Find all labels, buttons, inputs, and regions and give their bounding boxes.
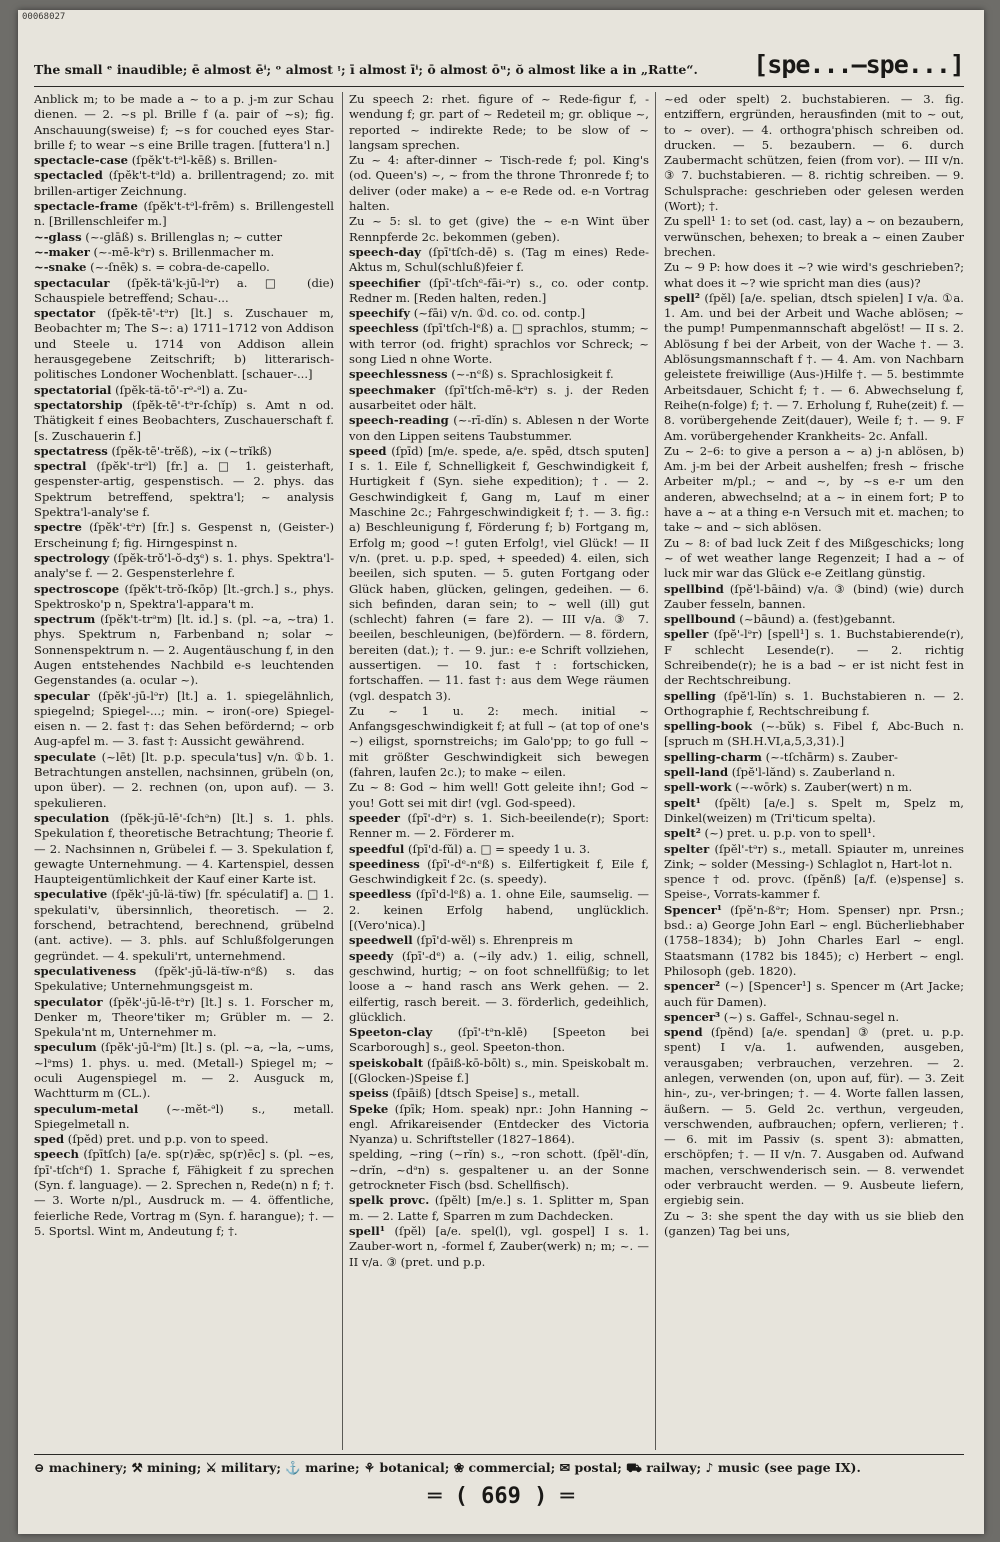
entry-headword: spelk provc.	[349, 1193, 430, 1208]
dictionary-entry: Zu ~ 9 P: how does it ~? wie wird's geschrieben?; what does it ~? wie spricht man dies (aus)?	[664, 260, 964, 290]
entry-headword: speech-day	[349, 244, 422, 259]
entry-headword: speechless	[349, 321, 419, 336]
dictionary-entry: spectacled (ſpĕk't-tᵊld) a. brillentragend; zo. mit brillen-artiger Zeichnung.	[34, 168, 334, 198]
dictionary-entry: spelt¹ (ſpĕlt) [a/e.] s. Spelt m, Spelz m, Dinkel(weizen) m (Tri'ticum spelta).	[664, 795, 964, 825]
entry-headword: ~-glass	[34, 229, 82, 244]
dictionary-entry: spend (ſpĕnd) [a/e. spendan] ③ (pret. u. p.p. spent) I v/a. 1. aufwenden, ausgeben, verausgaben; verbrauchen, verzehren. — 2. anlegen, verwenden (on, upon auf, für). — 3. Zeit hin-, zu-, ver-bringen; †. — 4. Worte fallen lassen, äußern. — 5. Geld 2c. verthun, vergeuden, verschwenden, aufbrauchen; opfern, verlieren; †. — 6. mit im Passiv (s. spent 3): abmatten, erschöpfen; †. — II v/n. 7. Ausgaben od. Aufwand machen, verschwenderisch sein. — 8. verwendet oder verbraucht werden. — 9. Ausbeute liefern, ergiebig sein.	[664, 1025, 964, 1208]
entry-headword: speedful	[349, 841, 405, 856]
entry-headword: speiss	[349, 1086, 389, 1101]
dictionary-entry: Spencer¹ (ſpĕ'n-ßᵊr; Hom. Spenser) npr. Prsn.; bsd.: a) George John Earl ~ engl. Bücherliebhaber (1758–1834); b) John Charles Earl ~ engl. Staatsmann (1782 bis 1845); c) Herbert ~ engl. Philosoph (geb. 1820).	[664, 902, 964, 978]
dictionary-entry: spell-land (ſpĕ'l-lănd) s. Zauberland n.	[664, 765, 896, 780]
entry-headword: spectacular	[34, 275, 110, 290]
dictionary-entry: speechless (ſpī'tſch-lᵉß) a. □ sprachlos, stumm; ~ with terror (od. fright) sprachlos vor Schreck; ~ song Lied n ohne Worte.	[349, 321, 649, 367]
dictionary-entry: spell-work (~-wōrk) s. Zauber(wert) n m.	[664, 780, 913, 795]
dictionary-entry: Zu ~ 3: she spent the day with us sie blieb den (ganzen) Tag bei uns,	[664, 1208, 964, 1238]
dictionary-entry: spencer² (~) [Spencer¹] s. Spencer m (Art Jacke; auch für Damen).	[664, 979, 964, 1009]
dictionary-entry: spectral (ſpĕk'-trᵊl) [fr.] a. □ 1. geisterhaft, gespenster-artig, gespenstisch. — 2. phys. das Spektrum betreffend, spektra'l; ~ analysis Spektra'l-analy'se f.	[34, 459, 334, 520]
entry-headword: spellbind	[664, 581, 724, 596]
dictionary-entry: ~-glass (~-glāß) s. Brillenglas n; ~ cutter	[34, 229, 283, 244]
dictionary-entry: spence † od. provc. (ſpĕnß) [a/f. (e)spense] s. Speise-, Vorrats-kammer f.	[664, 872, 964, 902]
dictionary-entry: spell² (ſpĕl) [a/e. spelian, dtsch spielen] I v/a. ①a. 1. Am. und bei der Arbeit und Wache ablösen; ~ the pump! Pumpenmannschaft abgelöst! — II s. 2. Ablösung f bei der Arbeit, von der Wache †. — 3. Ablösungsmannschaft f †. — 4. Am. von Nachbarn geleistete freiwillige (Aus-)Hilfe †. — 5. bestimmte Arbeitsdauer, Schicht f; †. — 6. Abwechselung f, Reihe(n-folge) f; †. — 7. Erholung f, Ruhe(zeit) f. — 8. vorübergehende Zeit(dauer), Weile f; †. — 9. F Am. vorübergehender Krankheits- 2c. Anfall.	[664, 290, 964, 443]
entry-headword: speed	[349, 443, 387, 458]
dictionary-entry: speculativeness (ſpĕk'-jū-lä-tĭw-nᵉß) s. das Spekulative; Unternehmungsgeist m.	[34, 963, 334, 994]
dictionary-entry: Zu ~ 8: of bad luck Zeit f des Mißgeschicks; long ~ of wet weather lange Regenzeit; I had a ~ of luck mir war das Glück e-e Zeitlang günstig.	[664, 535, 964, 581]
entry-headword: spectatorial	[34, 382, 112, 397]
dictionary-entry: spectrology (ſpĕk-trŏ'l-ŏ-dʒᵉ) s. 1. phys. Spektra'l-analy'se f. — 2. Gespensterlehre f.	[34, 550, 334, 581]
entry-headword: spelling-charm	[664, 749, 762, 764]
entry-headword: speedy	[349, 948, 394, 963]
entry-headword: speechmaker	[349, 382, 436, 397]
entry-headword: speiskobalt	[349, 1055, 424, 1070]
page-range-heading: [spe...—spe...]	[753, 50, 964, 79]
entry-headword: speech	[34, 1147, 79, 1162]
entry-headword: spelt¹	[664, 795, 701, 810]
dictionary-entry: Zu ~ 4: after-dinner ~ Tisch-rede f; pol. King's (od. Queen's) ~, ~ from the throne Thronrede f; to deliver (oder make) a ~ e-e Rede od. e-n Vortrag halten.	[349, 153, 649, 214]
entry-headword: speechlessness	[349, 367, 448, 382]
entry-headword: ~-snake	[34, 260, 87, 275]
dictionary-entry: spelt² (~) pret. u. p.p. von to spell¹.	[664, 826, 876, 841]
entry-headword: speculativeness	[34, 963, 137, 978]
scan-id: 00068027	[22, 12, 66, 22]
dictionary-entry: spectrum (ſpĕk't-trᵊm) [lt. id.] s. (pl. ~a, ~tra) 1. phys. Spektrum n, Farbenband n; solar ~ Sonnenspektrum n. — 2. Augentäuschung f, in den Augen entstehendes Nachbild e-s leuchtenden Gegenstandes (a. ocular ~).	[34, 612, 334, 688]
pronunciation-key: The small ᵉ inaudible; ē almost ēⁱ; ᵒ almost ᵎ; ī almost īⁱ; ō almost ōᵘ; ŏ almost like a in „Ratte“.	[34, 62, 698, 77]
entry-headword: speculate	[34, 749, 97, 764]
dictionary-entry: speedful (ſpī'd-fŭl) a. □ = speedy 1 u. 3.	[349, 841, 591, 856]
dictionary-page	[18, 10, 984, 1534]
dictionary-entry: spell¹ (ſpĕl) [a/e. spel(l), vgl. gospel] I s. 1. Zauber-wort n, -formel f, Zauber(werk) n; m; ~. — II v/a. ③ (pret. und p.p.	[349, 1223, 649, 1269]
dictionary-entry: speeder (ſpī'-dᵊr) s. 1. Sich-beeilende(r); Sport: Renner m. — 2. Förderer m.	[349, 810, 649, 841]
entry-headword: spelling-book	[664, 719, 753, 734]
entry-headword: speechify	[349, 306, 411, 321]
dictionary-entry: spelling-book (~-bŭk) s. Fibel f, Abc-Buch n. [spruch m (SH.H.VI,a,5,3,31).]	[664, 719, 964, 749]
dictionary-entry: Zu spell¹ 1: to set (od. cast, lay) a ~ on bezaubern, verwünschen, behexen; to break a ~ einen Zauber brechen.	[664, 214, 964, 259]
entry-headword: speculation	[34, 810, 110, 825]
dictionary-entry: ~ed oder spelt) 2. buchstabieren. — 3. fig. entziffern, ergründen, herausfinden (mit to ~ out, to ~ over). — 4. orthogra'phisch schreiben od. drucken. — 5. bezaubern. — 6. durch Zaubermacht schützen, feien (from vor). — III v/n. ③ 7. buchstabieren. — 8. richtig schreiben. — 9. Schulsprache: geschrieben oder gelesen werden (Wort); †.	[664, 92, 964, 214]
dictionary-entry: spectatress (ſpĕk-tē'-trĕß), ~ix (~trĭkß)	[34, 443, 272, 458]
dictionary-entry: speechifier (ſpī'-tſchᵉ-fāi-ᵊr) s., co. oder contp. Redner m. [Reden halten, reden.]	[349, 275, 649, 305]
entry-headword: spectatress	[34, 443, 108, 458]
symbol-legend: ⊖ machinery; ⚒ mining; ⚔ military; ⚓ marine; ⚘ botanical; ❀ commercial; ✉ postal; ⛟ railway; ♪ music (see page IX).	[34, 1460, 861, 1475]
dictionary-entry: speculative (ſpĕk'-jū-lä-tĭw) [fr. spéculatif] a. □ 1. spekulati'v, übersinnlich, theoretisch. — 2. forschend, betrachtend, berechnend, grübelnd (ant. active). — 3. phls. auf Schlußfolgerungen gegründet. — 4. spekuli'rt, unternehmend.	[34, 887, 334, 963]
dictionary-entry: ~-snake (~-ſnēk) s. = cobra-de-capello.	[34, 260, 270, 275]
entry-headword: speculum	[34, 1040, 97, 1055]
entry-headword: Spencer¹	[664, 902, 722, 917]
entry-headword: speedwell	[349, 933, 413, 948]
entry-headword: spectral	[34, 459, 87, 474]
dictionary-entry: spectatorship (ſpĕk-tē'-tᵊr-ſchĭp) s. Amt n od. Thätigkeit f eines Beobachters, Zuschauerschaft f. [s. Zuschauerin f.]	[34, 397, 334, 443]
dictionary-entry: speechify (~fāi) v/n. ①d. co. od. contp.]	[349, 306, 586, 321]
entry-headword: spellbound	[664, 612, 736, 627]
entry-headword: Speeton-clay	[349, 1025, 433, 1040]
dictionary-entry: sped (ſpĕd) pret. und p.p. von to speed.	[34, 1132, 269, 1147]
entry-columns	[34, 92, 964, 1450]
entry-headword: speedless	[349, 887, 412, 902]
dictionary-entry: spectatorial (ſpĕk-tä-tō'-rᵊ-ᵊl) a. Zu-	[34, 382, 248, 397]
dictionary-entry: spencer³ (~) s. Gaffel-, Schnau-segel n.	[664, 1009, 900, 1024]
entry-headword: spell-land	[664, 765, 729, 780]
dictionary-entry: spectre (ſpĕk'-tᵊr) [fr.] s. Gespenst n, (Geister-) Erscheinung f; fig. Hirngespinst n.	[34, 520, 334, 550]
entry-headword: spectator	[34, 306, 96, 321]
entry-headword: speculative	[34, 887, 108, 902]
dictionary-entry: speechlessness (~-nᵉß) s. Sprachlosigkeit f.	[349, 367, 614, 382]
dictionary-entry: spectacle-case (ſpĕk't-tᵊl-kēß) s. Brillen-	[34, 153, 278, 168]
dictionary-entry: speculate (~lēt) [lt. p.p. specula'tus] v/n. ①b. 1. Betrachtungen anstellen, nachsinnen, grübeln (on, upon über). — 2. rechnen (on, upon auf). — 3. spekulieren.	[34, 749, 334, 810]
entry-headword: spend	[664, 1025, 703, 1040]
dictionary-entry: spelling-charm (~-tſchārm) s. Zauber-	[664, 749, 898, 764]
column-left	[34, 92, 334, 1450]
entry-headword: speechifier	[349, 275, 421, 290]
dictionary-entry: speedy (ſpī'-dᵉ) a. (~ily adv.) 1. eilig, schnell, geschwind, hurtig; ~ on foot schnellfüßig; to let loose a ~ hand rasch ans Werk gehen. — 2. eilfertig, rasch bereit. — 3. förderlich, gedeihlich, glücklich.	[349, 948, 649, 1024]
entry-headword: spell-work	[664, 780, 732, 795]
entry-headword: spelling	[664, 688, 716, 703]
entry-headword: spectrum	[34, 612, 96, 627]
dictionary-entry: Speeton-clay (ſpī'-tᵊn-klē) [Speeton bei Scarborough] s., geol. Speeton-thon.	[349, 1025, 649, 1055]
dictionary-entry: specular (ſpĕk'-jū-lᵊr) [lt.] a. 1. spiegelähnlich, spiegelnd; Spiegel-...; min. ~ iron(-ore) Spiegel-eisen n. — 2. fast †: das Sehen befördernd; ~ orb Aug-apfel m. — 3. fast †: Aussicht gewährend.	[34, 688, 334, 749]
entry-headword: spectroscope	[34, 581, 120, 596]
entry-headword: ~-maker	[34, 244, 90, 259]
dictionary-entry: spectacle-frame (ſpĕk't-tᵊl-frēm) s. Brillengestell n. [Brillenschleifer m.]	[34, 199, 334, 229]
dictionary-entry: speller (ſpĕ'-lᵊr) [spell¹] s. 1. Buchstabierende(r), F schlecht Lesende(r). — 2. richtig Schreibende(r); he is a bad ~ er ist nicht fest in der Rechtschreibung.	[664, 627, 964, 688]
entry-headword: spencer²	[664, 979, 721, 994]
entry-headword: spelter	[664, 841, 710, 856]
dictionary-entry: speech-reading (~-rī-dĭn) s. Ablesen n der Worte von den Lippen seitens Taubstummer.	[349, 413, 649, 443]
entry-headword: spectre	[34, 520, 82, 535]
entry-headword: speech-reading	[349, 413, 449, 428]
entry-headword: spell¹	[349, 1223, 385, 1238]
dictionary-entry: speedless (ſpī'd-lᵉß) a. 1. ohne Eile, saumselig. — 2. keinen Erfolg habend, unglücklich. [(Vero'nica).]	[349, 887, 649, 933]
dictionary-entry: spelter (ſpĕl'-tᵊr) s., metall. Spiauter m, unreines Zink; ~ solder (Messing-) Schlaglot n, Hart-lot n.	[664, 841, 964, 871]
dictionary-entry: speech-day (ſpī'tſch-dē) s. (Tag m eines) Rede-Aktus m, Schul(schluß)feier f.	[349, 244, 649, 275]
dictionary-entry: speedwell (ſpī'd-wĕl) s. Ehrenpreis m	[349, 933, 573, 948]
dictionary-entry: speculum-metal (~-mĕt-ᵊl) s., metall. Spiegelmetall n.	[34, 1101, 334, 1131]
dictionary-entry: Speke (ſpīk; Hom. speak) npr.: John Hanning ~ engl. Afrikareisender (Entdecker des Victoria Nyanza) u. Schriftsteller (1827–1864).	[349, 1101, 649, 1147]
dictionary-entry: spectator (ſpĕk-tē'-tᵊr) [lt.] s. Zuschauer m, Beobachter m; The S~: a) 1711–1712 von Addison und Steele u. 1714 von Addison allein herausgegebene Zeitschrift; b) litterarisch-politisches Londoner Wochenblatt. [schauer-...]	[34, 306, 334, 382]
dictionary-entry: Zu ~ 5: sl. to get (give) the ~ e-n Wint über Rennpferde 2c. bekommen (geben).	[349, 214, 649, 244]
entry-headword: spell²	[664, 290, 700, 305]
dictionary-entry: speech (ſpītſch) [a/e. sp(r)ǣc, sp(r)ēc] s. (pl. ~es, ſpī'-tſchᵉſ) 1. Sprache f, Fähigkeit f zu sprechen (Syn. f. language). — 2. Sprechen n, Rede(n) n f; †. — 3. Worte n/pl., Ausdruck m. — 4. öffentliche, feierliche Rede, Vortrag m (Syn. f. harangue); †. — 5. Sportsl. Wint m, Andeutung f; †.	[34, 1147, 334, 1238]
column-middle	[342, 92, 656, 1450]
dictionary-entry: spellbound (~bāund) a. (fest)gebannt.	[664, 612, 896, 627]
dictionary-entry: speiss (ſpāiß) [dtsch Speise] s., metall.	[349, 1086, 580, 1101]
dictionary-entry: Zu speech 2: rhet. figure of ~ Rede-figur f, -wendung f; gr. part of ~ Redeteil m; gr. oblique ~, reported ~ indirekte Rede; to be slow of ~ langsam sprechen.	[349, 92, 649, 152]
dictionary-entry: spectroscope (ſpĕk't-trŏ-ſkōp) [lt.-grch.] s., phys. Spektrosko'p n, Spektra'l-appara't m.	[34, 581, 334, 611]
entry-headword: sped	[34, 1132, 65, 1147]
dictionary-entry: spelk provc. (ſpĕlt) [m/e.] s. 1. Splitter m, Span m. — 2. Latte f, Sparren m zum Dachdecken.	[349, 1193, 649, 1223]
dictionary-entry: speculation (ſpĕk-jū-lē'-ſchᵊn) [lt.] s. 1. phls. Spekulation f, theoretische Betrachtung; Theorie f. — 2. Nachsinnen n, Grübelei f. — 3. Spekulation f, gewagte Unternehmung. — 4. Kartenspiel, dessen Haupteigentümlichkeit der Kauf einer Karte ist.	[34, 810, 334, 887]
dictionary-entry: Anblick m; to be made a ~ to a p. j-m zur Schau dienen. — 2. ~s pl. Brille f (a. pair of ~s); fig. Anschauung(sweise) f; ~s for couched eyes Star-brille f; to wear ~s eine Brille tragen. [futtera'l n.]	[34, 92, 334, 152]
entry-headword: spectacled	[34, 168, 103, 183]
page-header	[34, 50, 964, 84]
dictionary-entry: spelding, ~ring (~rĭn) s., ~ron schott. (ſpĕl'-dĭn, ~drĭn, ~dᵊn) s. gespaltener u. an der Sonne getrockneter Fisch (bsd. Schellfisch).	[349, 1147, 649, 1193]
dictionary-entry: spelling (ſpĕ'l-lĭn) s. 1. Buchstabieren n. — 2. Orthographie f, Rechtschreibung f.	[664, 688, 964, 718]
entry-headword: Speke	[349, 1101, 389, 1116]
entry-headword: spelt²	[664, 826, 701, 841]
entry-headword: speeder	[349, 810, 400, 825]
entry-headword: spectacle-case	[34, 153, 129, 168]
dictionary-entry: speechmaker (ſpī'tſch-mē-kᵊr) s. j. der Reden ausarbeitet oder hält.	[349, 382, 649, 412]
entry-headword: spencer³	[664, 1009, 721, 1024]
entry-headword: spectatorship	[34, 397, 123, 412]
column-right	[664, 92, 964, 1450]
dictionary-entry: spellbind (ſpĕ'l-bāind) v/a. ③ (bind) (wie) durch Zauber fesseln, bannen.	[664, 581, 964, 611]
dictionary-entry: speiskobalt (ſpāiß-kō-bōlt) s., min. Speiskobalt m. [(Glocken-)Speise f.]	[349, 1055, 649, 1085]
entry-headword: speculum-metal	[34, 1101, 139, 1116]
dictionary-entry: ~-maker (~-mē-kᵊr) s. Brillenmacher m.	[34, 244, 275, 259]
header-rule	[34, 86, 964, 87]
dictionary-entry: speediness (ſpī'-dᵉ-nᵉß) s. Eilfertigkeit f, Eile f, Geschwindigkeit f 2c. (s. speedy).	[349, 856, 649, 887]
dictionary-entry: spectacular (ſpĕk-tä'k-jū-lᵊr) a. □ (die) Schauspiele betreffend; Schau-...	[34, 275, 334, 305]
dictionary-entry: Zu ~ 2–6: to give a person a ~ a) j-n ablösen, b) Am. j-m bei der Arbeit aushelfen; fresh ~ frische Arbeiter m/pl.; ~ and ~, by ~s e-r um den anderen, abwechselnd; at a ~ in einem fort; P to have a ~ at a thing e-n Versuch mit et. machen; to take ~ and ~ sich ablösen.	[664, 443, 964, 535]
entry-headword: spectacle-frame	[34, 199, 138, 214]
entry-headword: speculator	[34, 994, 103, 1009]
entry-headword: specular	[34, 688, 90, 703]
entry-headword: spectrology	[34, 550, 110, 565]
dictionary-entry: Zu ~ 8: God ~ him well! Gott geleite ihn!; God ~ you! Gott sei mit dir! (vgl. God-speed).	[349, 780, 649, 810]
dictionary-entry: speed (ſpīd) [m/e. spede, a/e. spēd, dtsch sputen] I s. 1. Eile f, Schnelligkeit f, Geschwindigkeit f, Hurtigkeit f (Syn. siehe expedition); †. — 2. Geschwindigkeit f, Gang m, Lauf m einer Maschine 2c.; Fahrgeschwindigkeit f; †. — 3. fig.: a) Beschleunigung f, Förderung f; b) Fortgang m, Erfolg m; good ~! guten Erfolg!, viel Glück! — II v/n. (pret. u. p.p. sped, + speeded) 4. eilen, sich beeilen, sich sputen. — 5. guten Fortgang oder Glück haben, glücken, gelingen, gedeihen. — 6. sich befinden, daran sein; to ~ well (ill) gut (schlecht) fahren (= fare 2). — III v/a. ③ 7. beeilen, beschleunigen, (be)fördern. — 8. fördern, bereiten (dat.); †. — 9. jur.: e-e Schrift vollziehen, aussertigen. — 10. fast †: fortschicken, fortschaffen. — 11. fast †: aus dem Wege räumen (vgl. despatch 3).	[349, 443, 649, 703]
page-number: ═ ( 669 ) ═	[428, 1484, 574, 1509]
dictionary-entry: Zu ~ 1 u. 2: mech. initial ~ Anfangsgeschwindigkeit f; at full ~ (at top of one's ~) eiligst, spornstreichs; im Galo'pp; to go full ~ mit größter Geschwindigkeit sich bewegen (fahren, laufen 2c.); to make ~ eilen.	[349, 703, 649, 780]
entry-headword: speediness	[349, 856, 420, 871]
footer-rule	[34, 1454, 964, 1455]
dictionary-entry: speculator (ſpĕk'-jū-lē-tᵊr) [lt.] s. 1. Forscher m, Denker m, Theore'tiker m; Grübler m. — 2. Spekula'nt m, Unternehmer m.	[34, 994, 334, 1040]
dictionary-entry: speculum (ſpĕk'-jū-lᵊm) [lt.] s. (pl. ~a, ~la, ~ums, ~lᵊms) 1. phys. u. med. (Metall-) Spiegel m; ~ oculi Augenspiegel m. — 2. Ausguck m, Wachtturm m (CL.).	[34, 1040, 334, 1101]
entry-headword: speller	[664, 627, 709, 642]
